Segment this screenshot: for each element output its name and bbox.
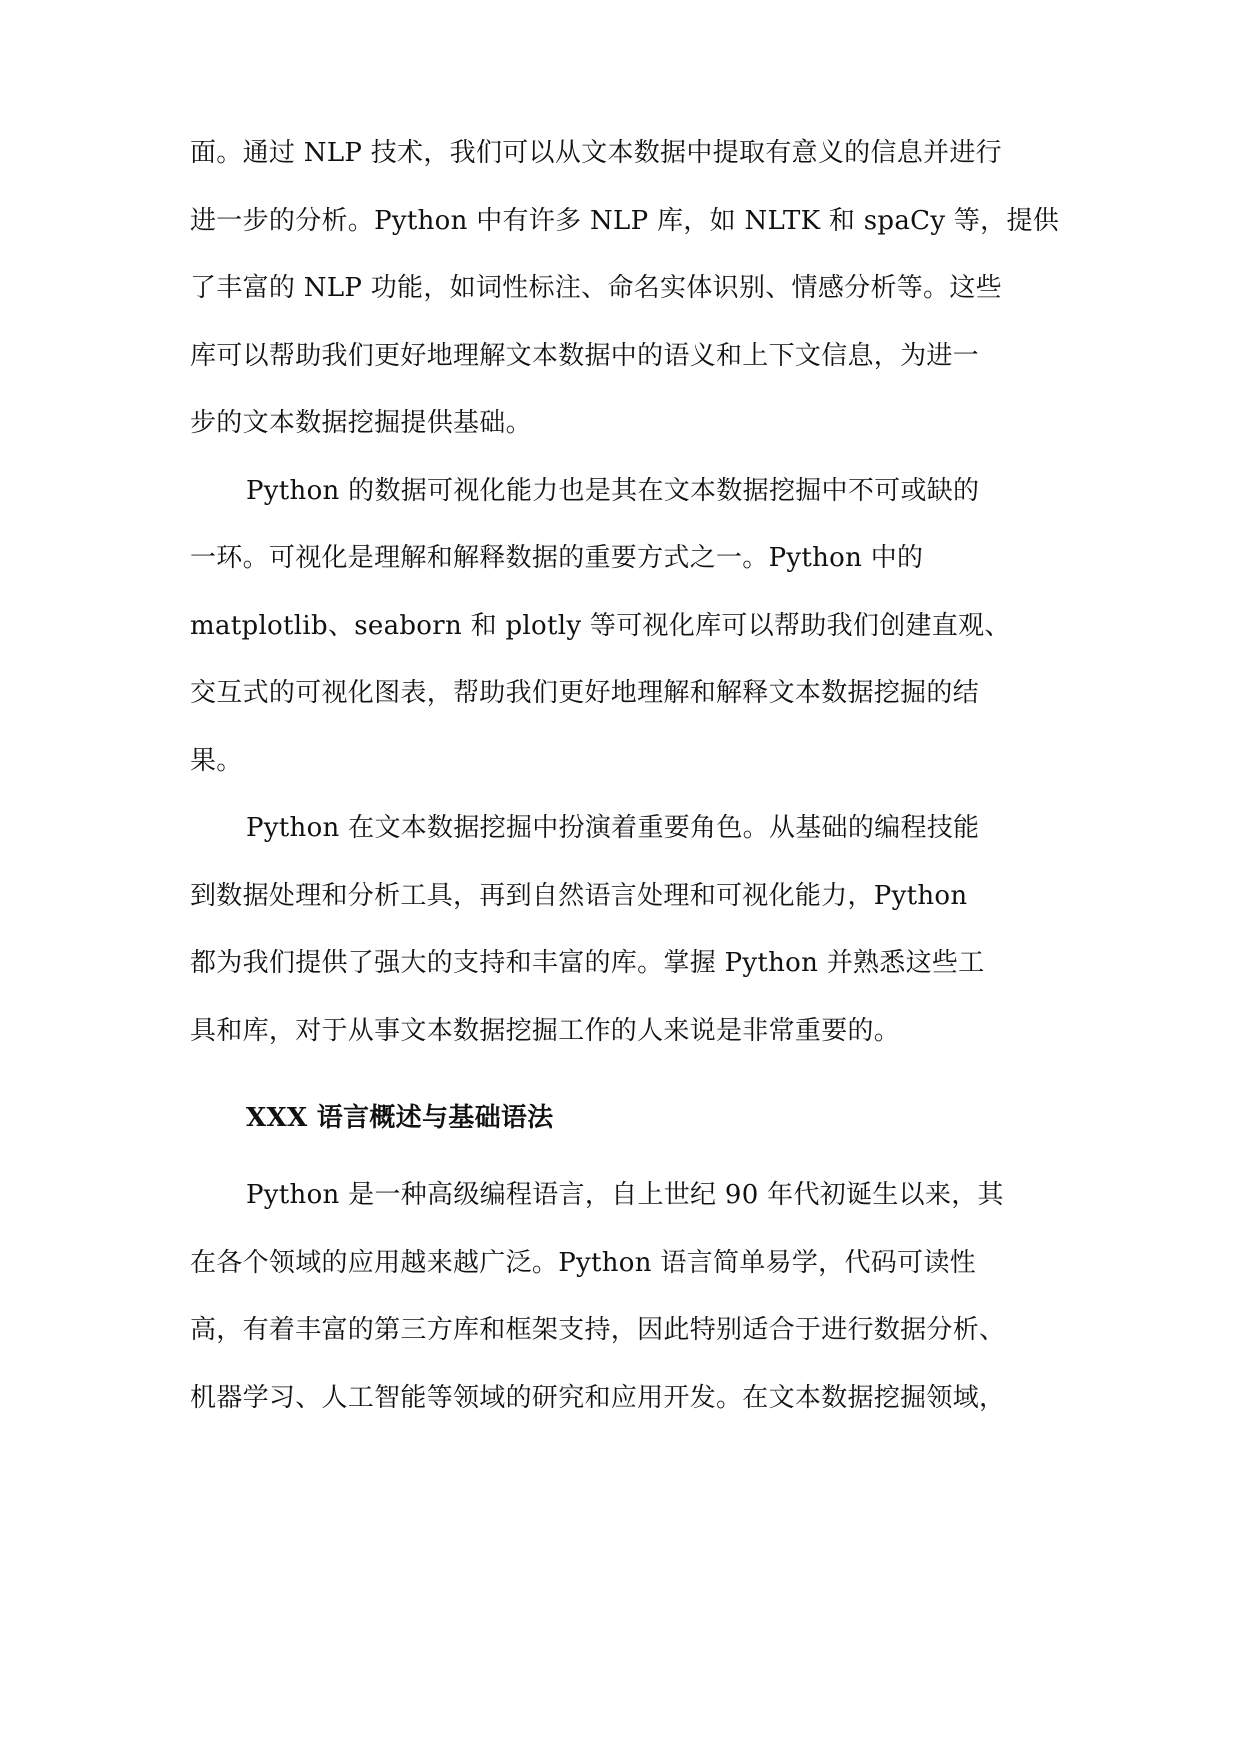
paragraph-line: 步的文本数据挖掘提供基础。 xyxy=(190,408,532,438)
paragraph-line: 库可以帮助我们更好地理解文本数据中的语义和上下文信息，为进一 xyxy=(190,341,980,371)
section-heading: XXX 语言概述与基础语法 xyxy=(246,1103,554,1133)
paragraph-line: Python 的数据可视化能力也是其在文本数据挖掘中不可或缺的 xyxy=(246,476,980,506)
paragraph-line: 都为我们提供了强大的支持和丰富的库。掌握 Python 并熟悉这些工 xyxy=(190,948,985,978)
paragraph-line: 具和库，对于从事文本数据挖掘工作的人来说是非常重要的。 xyxy=(190,1016,901,1046)
paragraph-line: 到数据处理和分析工具，再到自然语言处理和可视化能力，Python xyxy=(190,881,968,911)
paragraph-line: 进一步的分析。Python 中有许多 NLP 库，如 NLTK 和 spaCy 等，提供 xyxy=(190,206,1060,236)
paragraph-line: 了丰富的 NLP 功能，如词性标注、命名实体识别、情感分析等。这些 xyxy=(190,273,1002,303)
paragraph-line: 果。 xyxy=(190,746,243,776)
paragraph-line: matplotlib、seaborn 和 plotly 等可视化库可以帮助我们创建直观、 xyxy=(190,611,1011,641)
paragraph-line: Python 是一种高级编程语言，自上世纪 90 年代初诞生以来，其 xyxy=(246,1180,1004,1210)
paragraph-line: 在各个领域的应用越来越广泛。Python 语言简单易学，代码可读性 xyxy=(190,1248,976,1278)
paragraph-line: 一环。可视化是理解和解释数据的重要方式之一。Python 中的 xyxy=(190,543,924,573)
paragraph-line: 面。通过 NLP 技术，我们可以从文本数据中提取有意义的信息并进行 xyxy=(190,138,1002,168)
paragraph-line: 高，有着丰富的第三方库和框架支持，因此特别适合于进行数据分析、 xyxy=(190,1315,1006,1345)
paragraph-line: 交互式的可视化图表，帮助我们更好地理解和解释文本数据挖掘的结 xyxy=(190,678,980,708)
paragraph-line: Python 在文本数据挖掘中扮演着重要角色。从基础的编程技能 xyxy=(246,813,980,843)
paragraph-line: 机器学习、人工智能等领域的研究和应用开发。在文本数据挖掘领域， xyxy=(190,1383,1006,1413)
